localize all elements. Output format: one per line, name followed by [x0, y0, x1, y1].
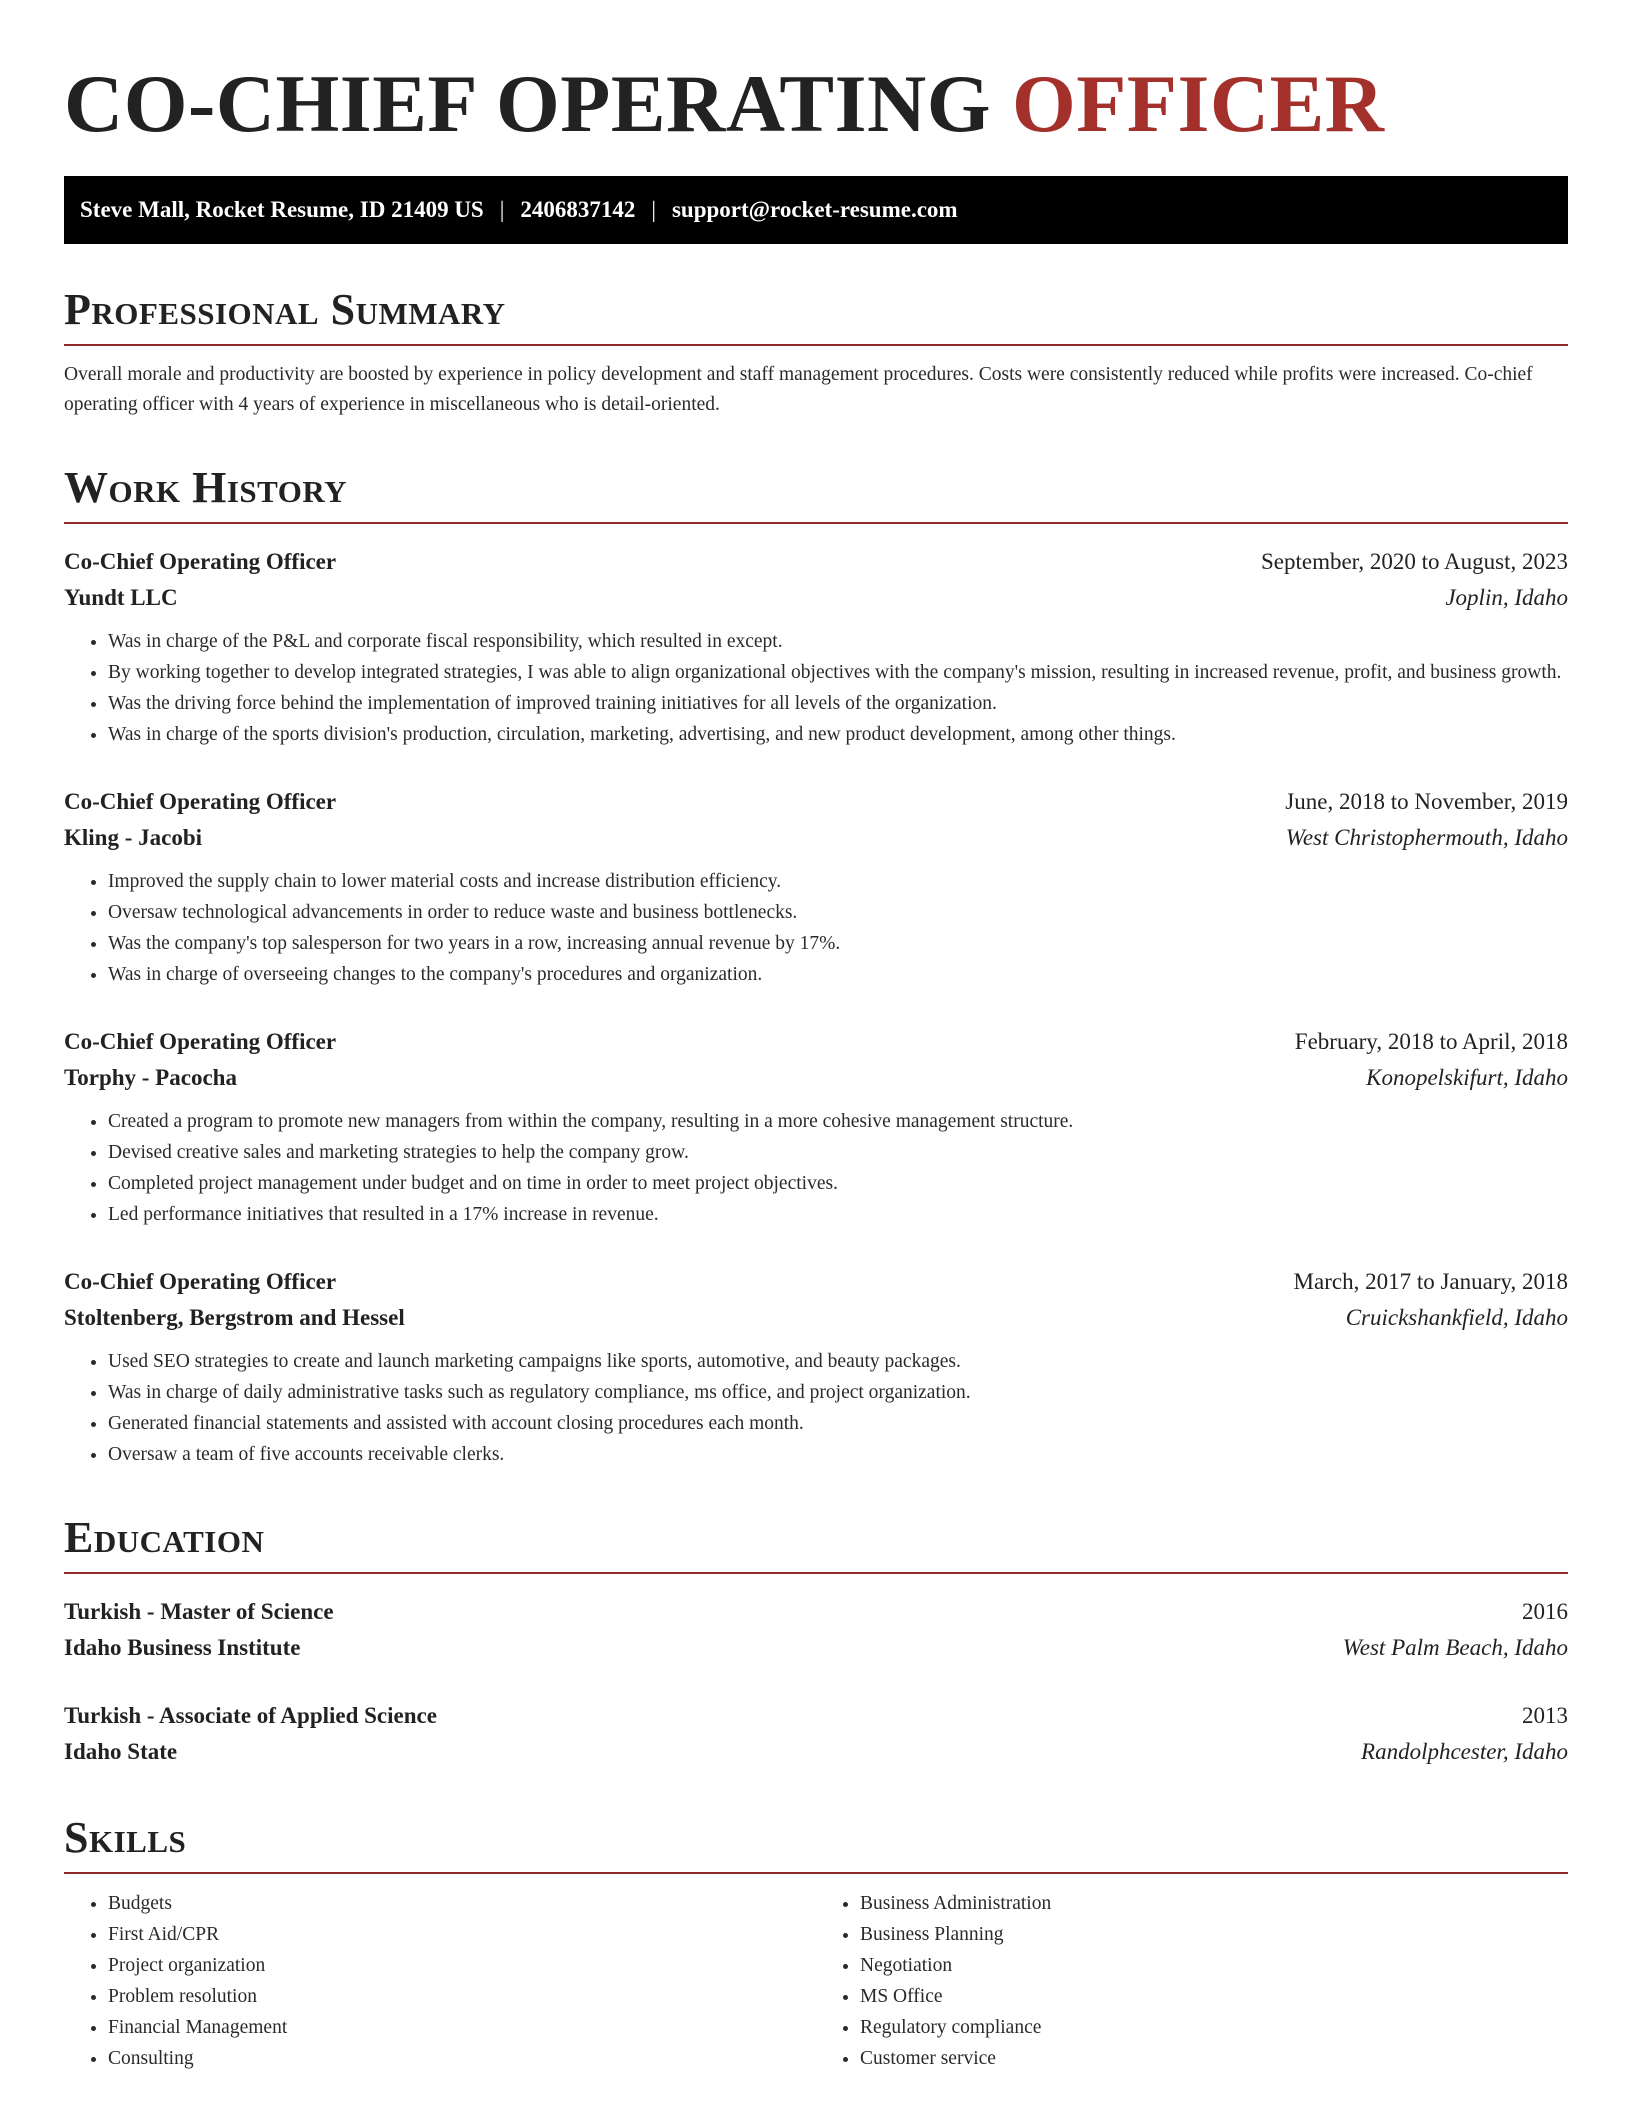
job-location: West Christophermouth, Idaho: [1285, 825, 1568, 850]
job-bullets: [64, 1346, 1568, 1470]
job-entry: [64, 1024, 1568, 1230]
education-entry: [64, 1698, 1568, 1770]
skill-item: • Financial Management: [108, 2012, 816, 2043]
job-header-row: [64, 1264, 1568, 1300]
work-history-heading: Work History: [64, 464, 1568, 524]
job-bullet: • Generated financial statements and assisted with account closing procedures each month.: [108, 1408, 1568, 1439]
job-bullet: • Completed project management under budget and on time in order to meet project objectives.: [108, 1168, 1568, 1199]
summary-heading: Professional Summary: [64, 286, 1568, 346]
job-entry: [64, 784, 1568, 990]
skill-item: • Problem resolution: [108, 1981, 816, 2012]
education-location: West Palm Beach, Idaho: [1342, 1635, 1568, 1660]
education-entry: [64, 1594, 1568, 1666]
contact-address: Steve Mall, Rocket Resume, ID 21409 US: [80, 197, 484, 222]
education-location: Randolphcester, Idaho: [1361, 1739, 1568, 1764]
job-company-row: [64, 580, 1568, 616]
skill-item: • Customer service: [860, 2043, 1568, 2074]
education-list: [64, 1594, 1568, 1770]
job-title: Co-Chief Operating Officer: [64, 549, 337, 574]
job-company-row: [64, 1300, 1568, 1336]
work-history-list: [64, 544, 1568, 1470]
job-bullet: • Oversaw a team of five accounts receivable clerks.: [108, 1439, 1568, 1470]
education-degree: Turkish - Master of Science: [64, 1599, 334, 1624]
skills-heading: Skills: [64, 1814, 1568, 1874]
skills-column-right: [816, 1888, 1568, 2074]
education-heading: Education: [64, 1514, 1568, 1574]
job-bullet: • Was the driving force behind the implementation of improved training initiatives for all levels of the organization.: [108, 688, 1568, 719]
education-school-row: [64, 1630, 1568, 1666]
education-year: 2013: [1522, 1703, 1568, 1728]
job-entry: [64, 1264, 1568, 1470]
job-title: Co-Chief Operating Officer: [64, 789, 337, 814]
skill-item: • Regulatory compliance: [860, 2012, 1568, 2043]
job-entry: [64, 544, 1568, 750]
title-main: CO-CHIEF OPERATING: [64, 58, 1012, 149]
skill-item: • MS Office: [860, 1981, 1568, 2012]
job-bullets: [64, 866, 1568, 990]
job-bullet: • Was in charge of daily administrative tasks such as regulatory compliance, ms office, and project organization.: [108, 1377, 1568, 1408]
job-bullets: [64, 626, 1568, 750]
skill-item: • Project organization: [108, 1950, 816, 1981]
job-company: Torphy - Pacocha: [64, 1065, 237, 1090]
job-bullet: • Improved the supply chain to lower material costs and increase distribution efficiency.: [108, 866, 1568, 897]
job-header-row: [64, 1024, 1568, 1060]
job-bullet: • Created a program to promote new managers from within the company, resulting in a more cohesive management structure.: [108, 1106, 1568, 1137]
skills-column-left: [64, 1888, 816, 2074]
job-location: Joplin, Idaho: [1445, 585, 1568, 610]
contact-email: support@rocket-resume.com: [671, 197, 958, 222]
job-bullets: [64, 1106, 1568, 1230]
job-header-row: [64, 784, 1568, 820]
skill-item: • First Aid/CPR: [108, 1919, 816, 1950]
skills-list: [64, 1888, 1568, 2074]
job-header-row: [64, 544, 1568, 580]
education-header-row: [64, 1698, 1568, 1734]
education-school-row: [64, 1734, 1568, 1770]
contact-separator: |: [651, 197, 656, 222]
job-title: Co-Chief Operating Officer: [64, 1029, 337, 1054]
resume-title: [64, 57, 1568, 151]
job-bullet: • Was in charge of overseeing changes to the company's procedures and organization.: [108, 959, 1568, 990]
summary-text: Overall morale and productivity are boosted by experience in policy development and staff management procedures. Costs were consistently reduced while profits were increased. Co-chief operating officer with 4 years of experience in miscellaneous who is detail-oriented.: [64, 364, 1533, 415]
job-bullet: • Used SEO strategies to create and launch marketing campaigns like sports, automotive, and beauty packages.: [108, 1346, 1568, 1377]
education-school: Idaho Business Institute: [64, 1635, 301, 1660]
job-bullet: • Was in charge of the P&L and corporate fiscal responsibility, which resulted in except.: [108, 626, 1568, 657]
job-bullet: • Led performance initiatives that resulted in a 17% increase in revenue.: [108, 1199, 1568, 1230]
education-year: 2016: [1522, 1599, 1568, 1624]
education-header-row: [64, 1594, 1568, 1630]
job-location: Cruickshankfield, Idaho: [1345, 1305, 1568, 1330]
job-bullet: • Devised creative sales and marketing strategies to help the company grow.: [108, 1137, 1568, 1168]
job-bullet: • Was the company's top salesperson for two years in a row, increasing annual revenue by 17%.: [108, 928, 1568, 959]
contact-bar: [64, 176, 1568, 244]
job-company: Stoltenberg, Bergstrom and Hessel: [64, 1305, 405, 1330]
contact-phone: 2406837142: [520, 197, 636, 222]
job-bullet: • Oversaw technological advancements in order to reduce waste and business bottlenecks.: [108, 897, 1568, 928]
contact-separator: |: [499, 197, 505, 222]
job-bullet: • Was in charge of the sports division's production, circulation, marketing, advertising, and new product development, among other things.: [108, 719, 1568, 750]
job-dates: March, 2017 to January, 2018: [1293, 1269, 1568, 1294]
job-location: Konopelskifurt, Idaho: [1366, 1065, 1568, 1090]
job-company: Yundt LLC: [64, 585, 178, 610]
job-company-row: [64, 820, 1568, 856]
skill-item: • Budgets: [108, 1888, 816, 1919]
job-dates: February, 2018 to April, 2018: [1294, 1029, 1568, 1054]
job-company: Kling - Jacobi: [64, 825, 203, 850]
skill-item: • Business Planning: [860, 1919, 1568, 1950]
education-school: Idaho State: [64, 1739, 178, 1764]
title-accent: OFFICER: [1011, 58, 1385, 149]
job-dates: June, 2018 to November, 2019: [1285, 789, 1568, 814]
skill-item: • Business Administration: [860, 1888, 1568, 1919]
job-company-row: [64, 1060, 1568, 1096]
skill-item: • Consulting: [108, 2043, 816, 2074]
education-degree: Turkish - Associate of Applied Science: [64, 1703, 437, 1728]
job-bullet: • By working together to develop integrated strategies, I was able to align organizational objectives with the company's mission, resulting in increased revenue, profit, and business growth.: [108, 657, 1568, 688]
skill-item: • Negotiation: [860, 1950, 1568, 1981]
job-title: Co-Chief Operating Officer: [64, 1269, 337, 1294]
job-dates: September, 2020 to August, 2023: [1260, 549, 1568, 574]
